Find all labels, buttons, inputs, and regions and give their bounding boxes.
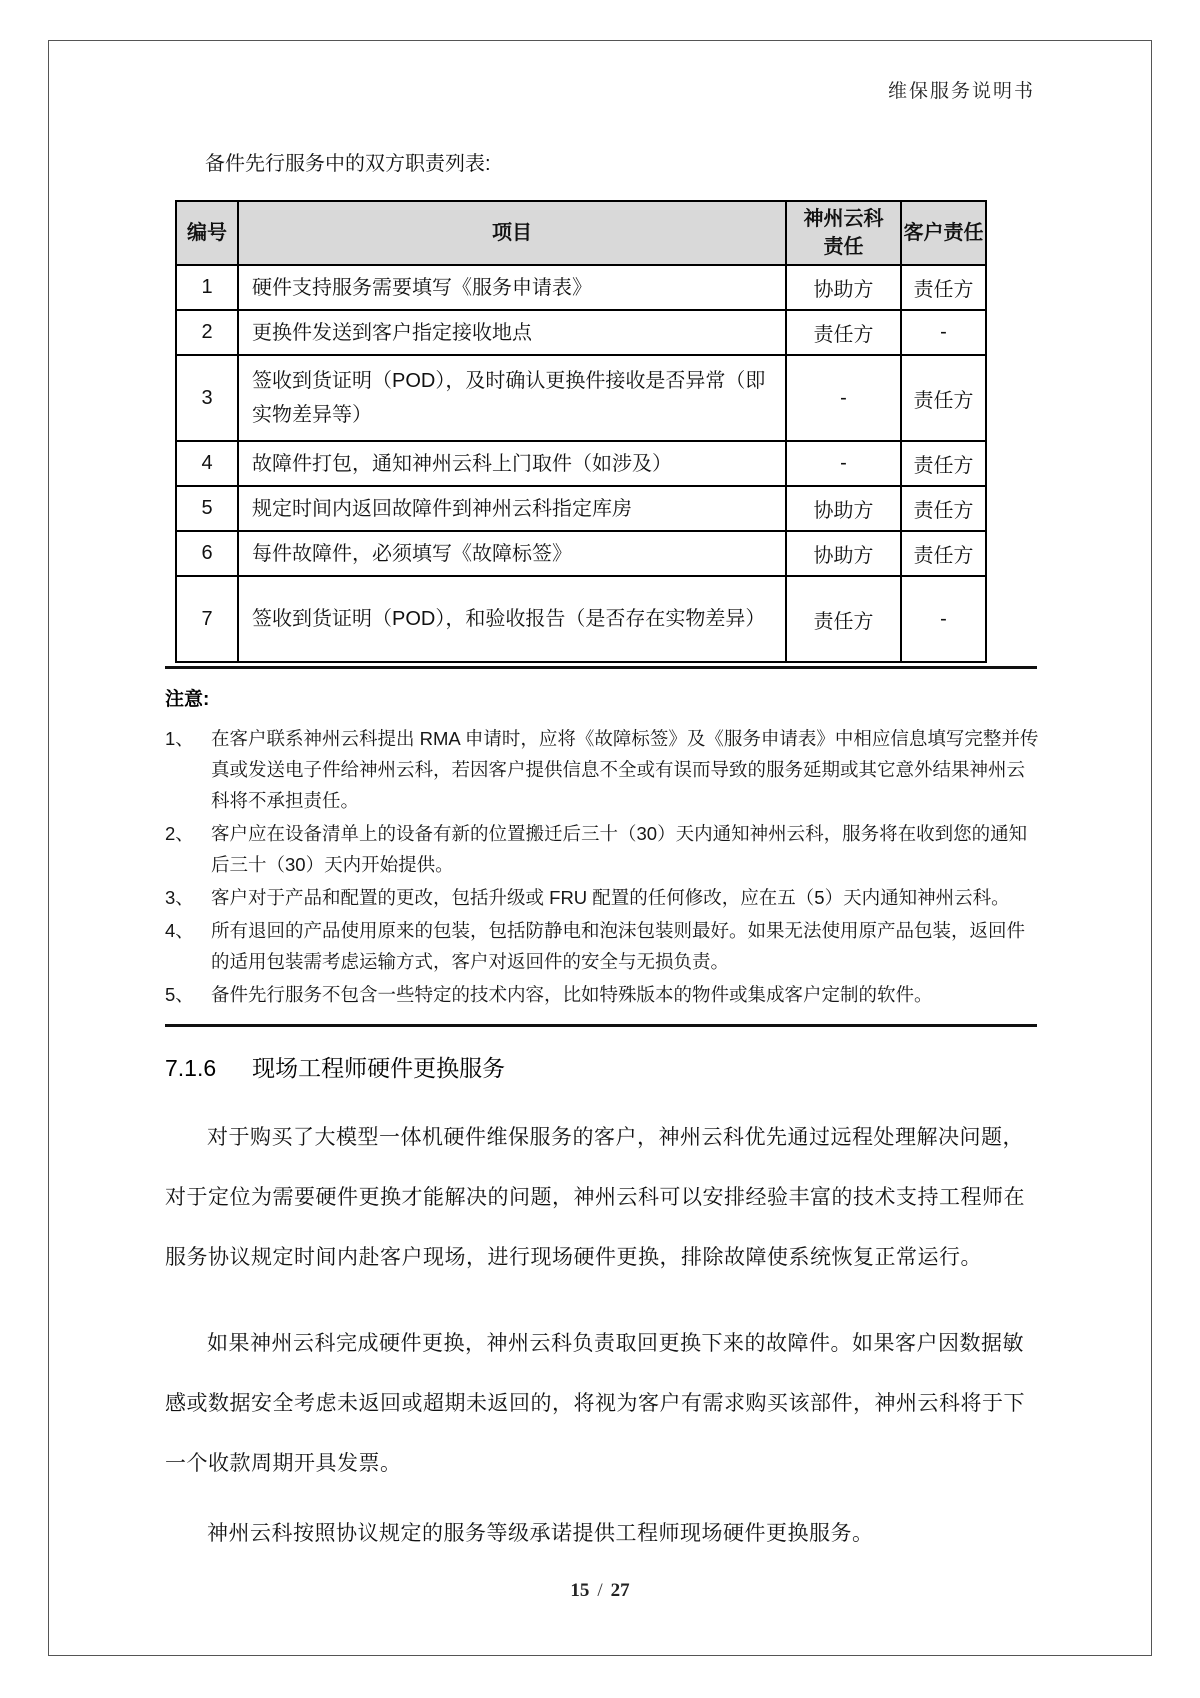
row-number: 4 — [176, 441, 238, 486]
row-customer-role: 责任方 — [901, 531, 986, 576]
column-header-vendor-responsibility: 神州云科责任 — [786, 201, 901, 265]
body-text — [165, 1108, 1041, 1564]
paragraph-line: 感或数据安全考虑未返回或超期未返回的，将视为客户有需求购买该部件，神州云科将于下 — [165, 1392, 1025, 1415]
table-row — [176, 531, 986, 576]
row-item: 更换件发送到客户指定接收地点 — [238, 310, 786, 355]
paragraph-line: 对于定位为需要硬件更换才能解决的问题，神州云科可以安排经验丰富的技术支持工程师在 — [165, 1186, 1025, 1209]
table-row — [176, 441, 986, 486]
paragraph-line: 神州云科按照协议规定的服务等级承诺提供工程师现场硬件更换服务。 — [207, 1522, 874, 1545]
row-customer-role: 责任方 — [901, 441, 986, 486]
row-number: 5 — [176, 486, 238, 531]
list-item — [165, 882, 1041, 913]
paragraph — [165, 1314, 1041, 1494]
row-number: 7 — [176, 576, 238, 662]
row-vendor-role: 责任方 — [786, 576, 901, 662]
paragraph-line: 一个收款周期开具发票。 — [165, 1452, 402, 1475]
row-number: 6 — [176, 531, 238, 576]
note-number: 5、 — [165, 984, 194, 1005]
list-item — [165, 979, 1041, 1010]
column-header-customer-responsibility: 客户责任 — [901, 201, 986, 265]
paragraph — [165, 1108, 1041, 1288]
row-customer-role: - — [901, 576, 986, 662]
row-number: 1 — [176, 265, 238, 310]
table-header-row — [176, 201, 986, 265]
row-number: 3 — [176, 355, 238, 441]
row-customer-role: - — [901, 310, 986, 355]
note-text: 在客户联系神州云科提出 RMA 申请时，应将《故障标签》及《服务申请表》中相应信息填写完整并传真或发送电子件给神州云科，若因客户提供信息不全或有误而导致的服务延期或其它意外结果神州云科将不承担责任。 — [211, 728, 1039, 811]
note-text: 客户应在设备清单上的设备有新的位置搬迁后三十（30）天内通知神州云科，服务将在收到您的通知后三十（30）天内开始提供。 — [211, 823, 1028, 875]
section-title: 现场工程师硬件更换服务 — [252, 1055, 506, 1081]
page-number: 15 — [570, 1580, 590, 1601]
row-number: 2 — [176, 310, 238, 355]
notes-label: 注意: — [165, 689, 210, 710]
page-footer — [0, 1580, 1200, 1602]
row-item: 规定时间内返回故障件到神州云科指定库房 — [238, 486, 786, 531]
paragraph-line: 服务协议规定时间内赴客户现场，进行现场硬件更换，排除故障使系统恢复正常运行。 — [165, 1246, 982, 1269]
table-row — [176, 265, 986, 310]
table-row — [176, 576, 986, 662]
note-number: 3、 — [165, 887, 194, 908]
row-vendor-role: 协助方 — [786, 486, 901, 531]
row-vendor-role: - — [786, 355, 901, 441]
row-vendor-role: 责任方 — [786, 310, 901, 355]
note-text: 所有退回的产品使用原来的包装，包括防静电和泡沫包装则最好。如果无法使用原产品包装，返回件的适用包装需考虑运输方式，客户对返回件的安全与无损负责。 — [211, 920, 1026, 972]
row-item: 签收到货证明（POD），和验收报告（是否存在实物差异） — [238, 576, 786, 662]
horizontal-rule — [165, 666, 1037, 669]
paragraph-line: 如果神州云科完成硬件更换，神州云科负责取回更换下来的故障件。如果客户因数据敏 — [207, 1332, 1024, 1355]
row-vendor-role: - — [786, 441, 901, 486]
list-item — [165, 818, 1041, 880]
notes-section — [165, 684, 1041, 1012]
note-text: 备件先行服务不包含一些特定的技术内容，比如特殊版本的物件或集成客户定制的软件。 — [211, 984, 933, 1005]
note-text: 客户对于产品和配置的更改，包括升级或 FRU 配置的任何修改，应在五（5）天内通知神州云科。 — [211, 887, 1010, 908]
table-intro-text: 备件先行服务中的双方职责列表: — [205, 153, 491, 175]
section-heading — [165, 1050, 505, 1083]
page-separator: / — [597, 1580, 603, 1601]
note-number: 2、 — [165, 823, 194, 844]
table-row — [176, 310, 986, 355]
note-number: 4、 — [165, 920, 194, 941]
section-number: 7.1.6 — [165, 1055, 217, 1081]
note-number: 1、 — [165, 728, 194, 749]
row-vendor-role: 协助方 — [786, 531, 901, 576]
row-vendor-role: 协助方 — [786, 265, 901, 310]
list-item — [165, 723, 1041, 816]
row-customer-role: 责任方 — [901, 486, 986, 531]
row-customer-role: 责任方 — [901, 265, 986, 310]
row-item: 硬件支持服务需要填写《服务申请表》 — [238, 265, 786, 310]
paragraph — [165, 1504, 1041, 1564]
column-header-item: 项目 — [238, 201, 786, 265]
horizontal-rule — [165, 1024, 1037, 1027]
row-item: 签收到货证明（POD），及时确认更换件接收是否异常（即实物差异等） — [238, 355, 786, 441]
total-pages: 27 — [610, 1580, 630, 1601]
list-item — [165, 915, 1041, 977]
column-header-number: 编号 — [176, 201, 238, 265]
document-title: 维保服务说明书 — [887, 81, 1035, 102]
table-row — [176, 355, 986, 441]
row-customer-role: 责任方 — [901, 355, 986, 441]
paragraph-line: 对于购买了大模型一体机硬件维保服务的客户，神州云科优先通过远程处理解决问题， — [207, 1126, 1024, 1149]
row-item: 故障件打包，通知神州云科上门取件（如涉及） — [238, 441, 786, 486]
row-item: 每件故障件，必须填写《故障标签》 — [238, 531, 786, 576]
table-row — [176, 486, 986, 531]
responsibility-table — [175, 200, 987, 663]
